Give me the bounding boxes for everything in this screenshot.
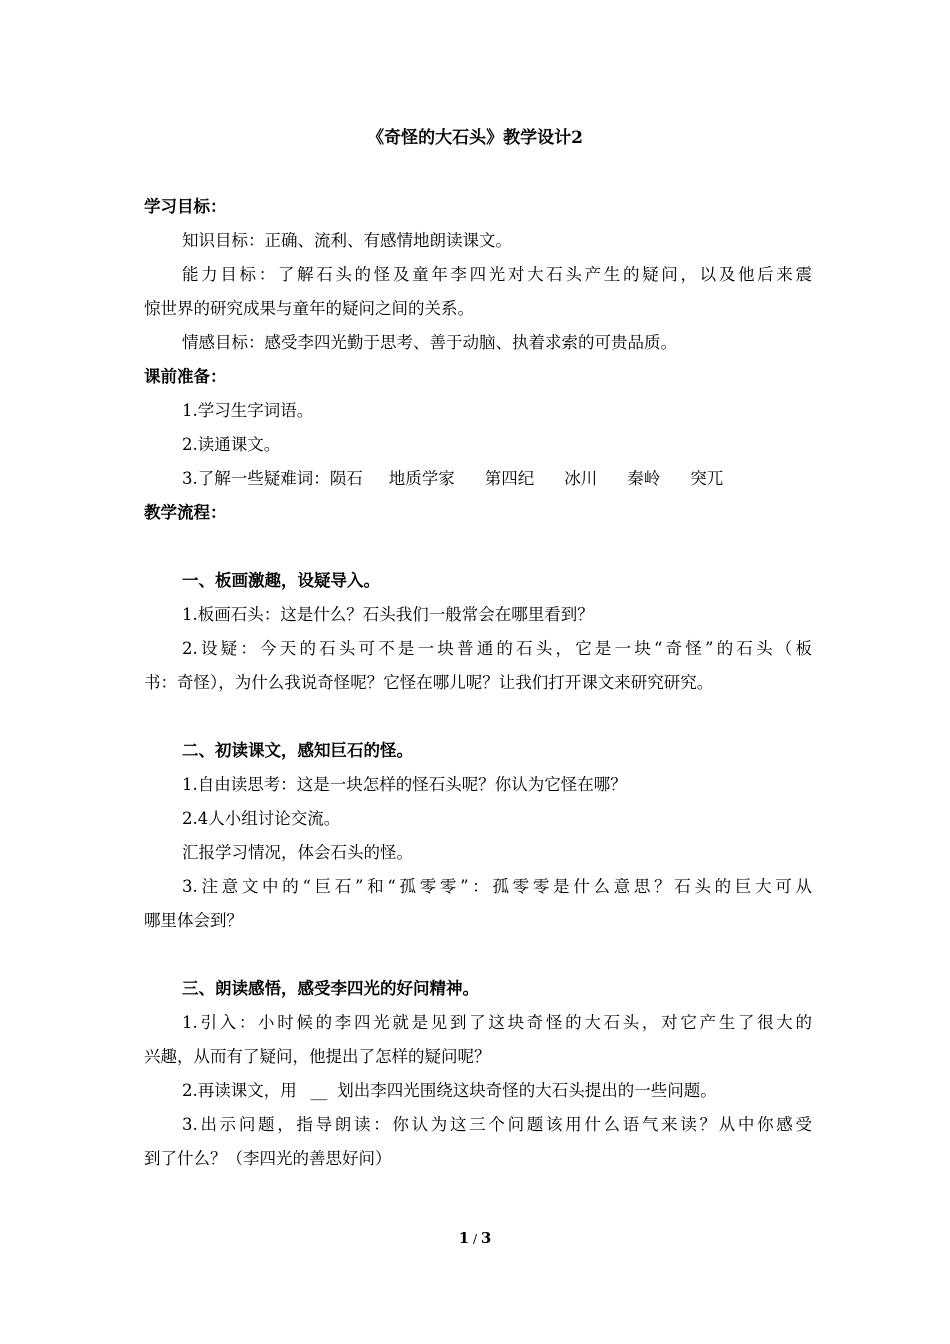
term-quaternary: 第四纪 <box>484 469 535 488</box>
list-item-prep-2: 2.读通课文。 <box>182 435 281 454</box>
step-heading-1: 一、板画激趣，设疑导入。 <box>182 571 380 590</box>
underline-mark: __ <box>310 1081 328 1100</box>
step-1-item-2: 2.设疑：今天的石头可不是一块普通的石头，它是一块“奇怪”的石头（板 <box>182 639 812 658</box>
step-3-item-2-lead: 2.再读课文，用 <box>182 1081 297 1100</box>
term-geologist: 地质学家 <box>388 469 455 488</box>
step-3-item-3-cont: 到了什么？（李四光的善思好问） <box>144 1149 392 1168</box>
step-3-item-2 <box>144 1074 812 1108</box>
step-heading-3: 三、朗读感悟，感受李四光的好问精神。 <box>182 979 479 998</box>
section-heading-learning-goals: 学习目标： <box>144 197 227 216</box>
paragraph-knowledge-goal: 知识目标：正确、流利、有感情地朗读课文。 <box>182 231 512 250</box>
paragraph-ability-goal: 能力目标：了解石头的怪及童年李四光对大石头产生的疑问，以及他后来震 <box>182 265 812 284</box>
step-3-item-2-rest: 划出李四光围绕这块奇怪的大石头提出的一些问题。 <box>337 1081 717 1100</box>
term-qinling: 秦岭 <box>627 469 661 488</box>
document-title: 《奇怪的大石头》教学设计2 <box>367 128 583 148</box>
page-total: 3 <box>480 1229 492 1247</box>
page-number: 1 / 3 <box>458 1229 492 1247</box>
step-2-report: 汇报学习情况，体会石头的怪。 <box>182 843 413 862</box>
step-2-item-1: 1.自由读思考：这是一块怎样的怪石头呢？你认为它怪在哪？ <box>182 775 627 794</box>
step-1-item-1: 1.板画石头：这是什么？石头我们一般常会在哪里看到？ <box>182 605 594 624</box>
paragraph-emotion-goal: 情感目标：感受李四光勤于思考、善于动脑、执着求索的可贵品质。 <box>182 333 677 352</box>
step-3-item-3: 3.出示问题，指导朗读：你认为这三个问题该用什么语气来读？从中你感受 <box>182 1115 812 1134</box>
prep-3-lead: 3.了解一些疑难词：陨石 <box>182 469 363 488</box>
paragraph-ability-goal-cont: 惊世界的研究成果与童年的疑问之间的关系。 <box>144 299 474 318</box>
section-heading-preparation: 课前准备： <box>144 367 227 386</box>
step-3-item-1: 1.引入：小时候的李四光就是见到了这块奇怪的大石头，对它产生了很大的 <box>182 1013 812 1032</box>
step-2-item-3-cont: 哪里体会到？ <box>144 911 243 930</box>
step-heading-2: 二、初读课文，感知巨石的怪。 <box>182 741 413 760</box>
list-item-prep-1: 1.学习生字词语。 <box>182 401 314 420</box>
step-2-item-3: 3.注意文中的“巨石”和“孤零零”：孤零零是什么意思？石头的巨大可从 <box>182 877 812 896</box>
page-current: 1 <box>458 1229 470 1247</box>
step-2-item-2: 2.4人小组讨论交流。 <box>182 809 341 828</box>
document-body <box>144 190 812 1176</box>
section-heading-process: 教学流程： <box>144 503 227 522</box>
term-glacier: 冰川 <box>564 469 598 488</box>
step-1-item-2-cont: 书：奇怪），为什么我说奇怪呢？它怪在哪儿呢？让我们打开课文来研究研究。 <box>144 673 714 692</box>
list-item-prep-3 <box>144 462 812 496</box>
step-3-item-1-cont: 兴趣，从而有了疑问，他提出了怎样的疑问呢？ <box>144 1047 491 1066</box>
term-abrupt: 突兀 <box>690 469 724 488</box>
